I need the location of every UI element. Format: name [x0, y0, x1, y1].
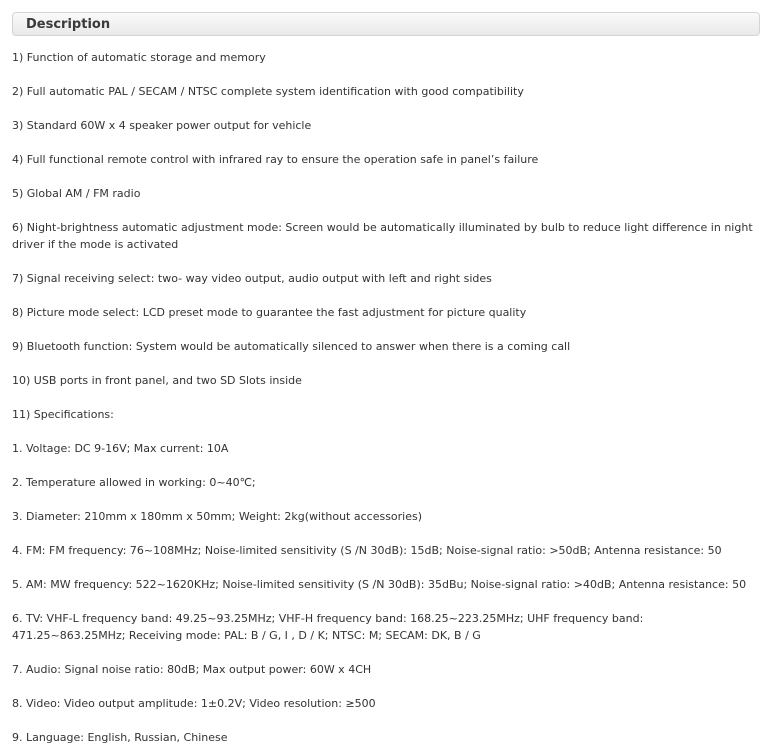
spec-item: 9. Language: English, Russian, Chinese [12, 731, 228, 744]
list-item: 4) Full functional remote control with infrared ray to ensure the operation safe in panel’s failure [12, 153, 539, 166]
list-item: 3) Standard 60W x 4 speaker power output for vehicle [12, 119, 312, 132]
spec-item: 8. Video: Video output amplitude: 1±0.2V; Video resolution: ≥500 [12, 697, 376, 710]
spec-item: 1. Voltage: DC 9-16V; Max current: 10A [12, 442, 229, 455]
spec-item: 2. Temperature allowed in working: 0~40℃; [12, 476, 256, 489]
list-item: 2) Full automatic PAL / SECAM / NTSC complete system identification with good compatibility [12, 85, 524, 98]
list-item: 11) Specifications: [12, 408, 114, 421]
spec-item: 7. Audio: Signal noise ratio: 80dB; Max output power: 60W x 4CH [12, 663, 372, 676]
spec-item: 6. TV: VHF-L frequency band: 49.25~93.25MHz; VHF-H frequency band: 168.25~223.25MHz; UHF frequency band: 471.25~863.25MHz; Receiving mode: PAL: B / G, I , D / K; NTSC: M; SECAM: DK, B / G [12, 612, 644, 642]
list-item: 5) Global AM / FM radio [12, 187, 141, 200]
list-item: 10) USB ports in front panel, and two SD Slots inside [12, 374, 302, 387]
list-item: 7) Signal receiving select: two- way video output, audio output with left and right sides [12, 272, 492, 285]
list-item: 6) Night-brightness automatic adjustment mode: Screen would be automatically illuminated by bulb to reduce light difference in night driver if the mode is activated [12, 221, 753, 251]
spec-item: 3. Diameter: 210mm x 180mm x 50mm; Weight: 2kg(without accessories) [12, 510, 423, 523]
spec-item: 4. FM: FM frequency: 76~108MHz; Noise-limited sensitivity (S /N 30dB): 15dB; Noise-signal ratio: >50dB; Antenna resistance: 50 [12, 544, 722, 557]
section-title: Description [26, 17, 111, 32]
list-item: 1) Function of automatic storage and memory [12, 51, 266, 64]
list-item: 9) Bluetooth function: System would be automatically silenced to answer when there is a coming call [12, 340, 571, 353]
section-header [12, 12, 760, 36]
spec-item: 5. AM: MW frequency: 522~1620KHz; Noise-limited sensitivity (S /N 30dB): 35dBu; Noise-signal ratio: >40dB; Antenna resistance: 50 [12, 578, 747, 591]
list-item: 8) Picture mode select: LCD preset mode to guarantee the fast adjustment for picture quality [12, 306, 527, 319]
